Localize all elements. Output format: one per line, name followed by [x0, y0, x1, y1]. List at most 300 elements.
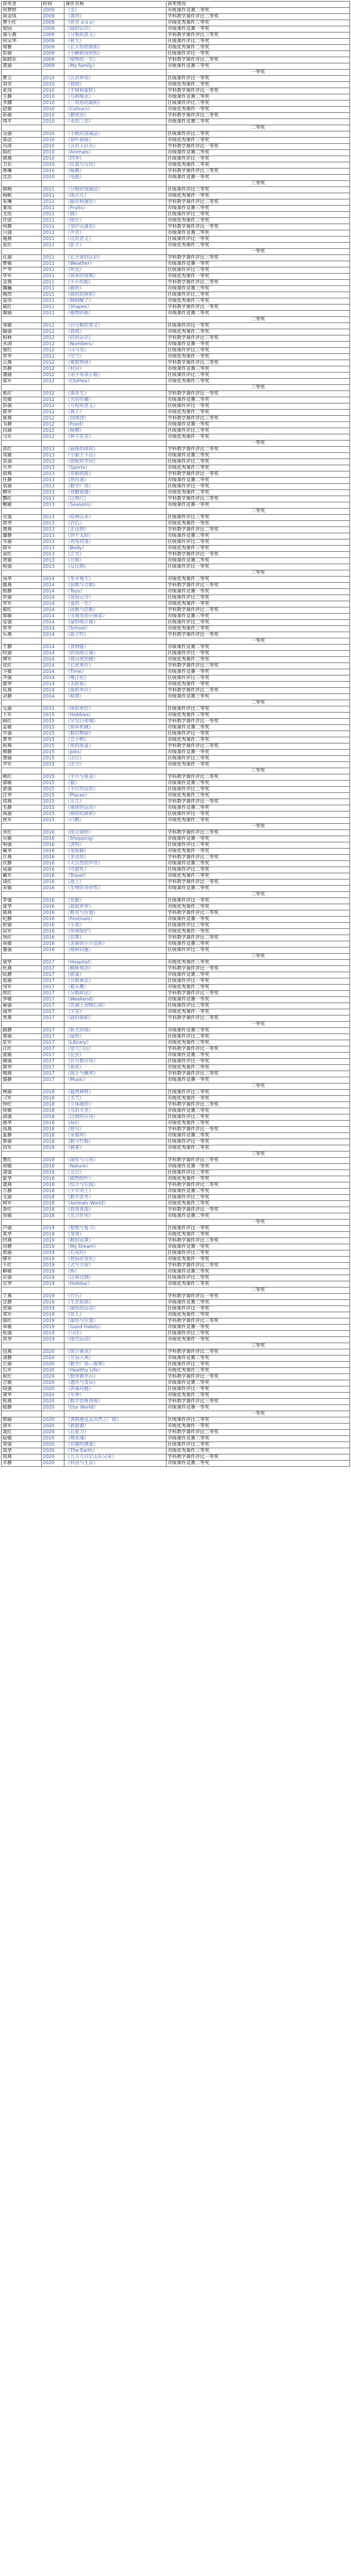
courseware-title-cell: 《落花生》: [64, 391, 166, 397]
awardee-cell: 席红: [2, 991, 42, 997]
awardee-cell: 雷红: [2, 552, 42, 558]
awardee-cell: 岑丽: [2, 539, 42, 546]
courseware-title-cell: 《生态系统》: [64, 1300, 166, 1306]
table-note-row: [2, 824, 350, 830]
year-cell: 2016: [42, 917, 64, 923]
courseware-title-cell: 《Travel》: [64, 873, 166, 879]
year-cell: 2013: [42, 496, 64, 502]
awardee-cell: 胡金凤: [2, 14, 42, 20]
year-cell: 2012: [42, 348, 64, 354]
table-row: [2, 898, 350, 904]
table-row: [2, 100, 350, 107]
courseware-title-cell: 《能量》: [64, 972, 166, 978]
courseware-title-cell: 《咏鹅》: [64, 168, 166, 175]
table-row: [2, 1040, 350, 1046]
award-cell: 市级课件竞赛三等奖: [166, 1189, 350, 1195]
award-cell: 市级优秀课件三等奖: [166, 1368, 350, 1374]
awardee-cell: 昝红: [2, 1207, 42, 1213]
award-cell: 市级课件竞赛三等奖: [166, 1028, 350, 1034]
award-level-note: 二等奖: [166, 509, 350, 515]
table-row: [2, 416, 350, 422]
year-cell: 2020: [42, 1380, 64, 1386]
courseware-title-cell: 《拼音 ɑ o e》: [64, 20, 166, 26]
courseware-title-cell: 《热传递》: [64, 478, 166, 484]
awardee-cell: 陈红: [2, 150, 42, 156]
awardee-cell: 狄军: [2, 818, 42, 824]
award-cell: 市级课件竞赛三等奖: [166, 1355, 350, 1362]
awardee-cell: 骆小燕: [2, 32, 42, 39]
awardee-cell: 祝敏: [2, 941, 42, 947]
table-row: [2, 45, 350, 51]
year-cell: 2013: [42, 539, 64, 546]
courseware-title-cell: 《燕子》: [64, 410, 166, 416]
note-spacer: [64, 1083, 166, 1090]
award-cell: 学科教学课件评比一等奖: [166, 144, 350, 150]
year-cell: 2018: [42, 1090, 64, 1096]
award-cell: 市级优秀课件三等奖: [166, 1121, 350, 1127]
table-row: [2, 873, 350, 879]
table-row: [2, 1096, 350, 1102]
note-spacer: [42, 509, 64, 515]
year-cell: 2013: [42, 521, 64, 527]
awardee-cell: 时丽: [2, 651, 42, 657]
awardee-cell: 庞华: [2, 904, 42, 910]
award-cell: 学科教学课件评比二等奖: [166, 447, 350, 453]
awardee-cell: 虞燕: [2, 1182, 42, 1189]
year-cell: 2020: [42, 1442, 64, 1448]
table-row: [2, 960, 350, 966]
awardee-cell: 闵军: [2, 985, 42, 991]
note-spacer: [64, 249, 166, 255]
year-cell: 2014: [42, 607, 64, 614]
table-row: [2, 552, 350, 558]
table-row: [2, 51, 350, 57]
award-cell: 市级优秀课件二等奖: [166, 490, 350, 496]
table-row: [2, 1257, 350, 1263]
note-spacer: [64, 125, 166, 131]
award-level-note: 二等奖: [166, 700, 350, 706]
courseware-title-cell: 《Clothes》: [64, 379, 166, 385]
awardee-cell: 彭丽: [2, 51, 42, 57]
table-row: [2, 799, 350, 805]
award-cell: 学科教学课件评比三等奖: [166, 583, 350, 589]
year-cell: 2017: [42, 991, 64, 997]
awardee-cell: 江红: [2, 1046, 42, 1053]
courseware-title-cell: 《早发白帝城》: [64, 719, 166, 725]
award-level-note: 二等奖: [166, 317, 350, 323]
note-spacer: [42, 385, 64, 391]
award-cell: 市级优秀课件三等奖: [166, 1281, 350, 1287]
table-row: [2, 663, 350, 669]
year-cell: 2011: [42, 224, 64, 230]
awardee-cell: 黄丽: [2, 63, 42, 70]
table-row: [2, 478, 350, 484]
award-cell: 学科教学课件评比二等奖: [166, 113, 350, 119]
year-cell: 2013: [42, 484, 64, 490]
awardee-cell: 章华: [2, 354, 42, 360]
award-cell: 市级优秀课件一等奖: [166, 354, 350, 360]
note-spacer: [64, 570, 166, 577]
table-row: [2, 731, 350, 737]
award-cell: 市级课件竞赛一等奖: [166, 1405, 350, 1411]
table-row: [2, 360, 350, 366]
award-level-note: 三等奖: [166, 181, 350, 187]
year-cell: 2020: [42, 1454, 64, 1461]
table-row: [2, 496, 350, 502]
awardee-cell: 毛静: [2, 805, 42, 811]
awardee-cell: 龚华: [2, 1393, 42, 1399]
awardee-cell: 程燕: [2, 1399, 42, 1405]
awardee-cell: 霍华: [2, 1176, 42, 1182]
table-row: [2, 651, 350, 657]
year-cell: 2018: [42, 1207, 64, 1213]
note-spacer: [42, 954, 64, 960]
award-cell: 学科教学课件评比一等奖: [166, 304, 350, 311]
table-row: [2, 682, 350, 688]
awardee-cell: 支丽: [2, 1195, 42, 1201]
year-cell: 2012: [42, 372, 64, 379]
award-cell: 市级课件竞赛二等奖: [166, 1380, 350, 1386]
year-cell: 2011: [42, 298, 64, 304]
table-row: [2, 212, 350, 218]
courseware-title-cell: 《生物的多样性》: [64, 886, 166, 892]
year-cell: 2012: [42, 323, 64, 329]
table-row: [2, 372, 350, 379]
year-cell: 2014: [42, 682, 64, 688]
courseware-title-cell: 《反比例》: [64, 564, 166, 570]
year-cell: 2015: [42, 731, 64, 737]
note-spacer: [42, 181, 64, 187]
courseware-title-cell: 《比例尺》: [64, 496, 166, 502]
courseware-title-cell: 《搭配的学问》: [64, 459, 166, 465]
note-spacer: [64, 509, 166, 515]
award-cell: 学科教学课件评比一等奖: [166, 1374, 350, 1380]
year-cell: 2018: [42, 1139, 64, 1145]
year-cell: 2016: [42, 842, 64, 849]
awardee-cell: 彭强: [2, 403, 42, 410]
awardee-cell: 贺敏: [2, 558, 42, 564]
table-row: [2, 236, 350, 243]
year-cell: 2009: [42, 63, 64, 70]
courseware-title-cell: 《Nature》: [64, 1164, 166, 1170]
table-row: [2, 645, 350, 651]
note-spacer: [64, 1151, 166, 1158]
award-cell: 区级课件评比一等奖: [166, 731, 350, 737]
courseware-title-cell: 《Art》: [64, 1121, 166, 1127]
table-row: [2, 1170, 350, 1176]
award-cell: 市级优秀课件一等奖: [166, 434, 350, 440]
table-row: [2, 1226, 350, 1232]
note-spacer: [42, 1083, 64, 1090]
year-cell: 2011: [42, 304, 64, 311]
courseware-title-cell: 《分数的意义》: [64, 32, 166, 39]
award-cell: 市级优秀课件一等奖: [166, 107, 350, 113]
table-row: [2, 1189, 350, 1195]
year-cell: 2014: [42, 657, 64, 663]
award-cell: 学科教学课件评比三等奖: [166, 830, 350, 836]
table-row: [2, 1053, 350, 1059]
award-cell: 市级课件竞赛三等奖: [166, 941, 350, 947]
table-row: [2, 1386, 350, 1393]
courseware-title-cell: 《石灰吟》: [64, 1250, 166, 1257]
year-cell: 2014: [42, 632, 64, 638]
note-spacer: [64, 1411, 166, 1417]
note-spacer: [64, 892, 166, 898]
year-cell: 2018: [42, 1182, 64, 1189]
note-spacer: [2, 1151, 42, 1158]
table-note-row: [2, 125, 350, 131]
table-note-row: [2, 700, 350, 706]
table-row: [2, 1263, 350, 1269]
courseware-title-cell: 《平行四边形》: [64, 787, 166, 793]
note-spacer: [2, 954, 42, 960]
table-row: [2, 991, 350, 997]
awardee-cell: 鲁燕: [2, 416, 42, 422]
award-cell: 市级课件竞赛二等奖: [166, 1053, 350, 1059]
table-row: [2, 267, 350, 274]
table-row: [2, 14, 350, 20]
awardee-cell: 平强: [2, 731, 42, 737]
courseware-title-cell: 《圆柱的体积》: [64, 292, 166, 298]
courseware-title-cell: 《长方形的面积》: [64, 45, 166, 51]
table-row: [2, 323, 350, 329]
courseware-title-cell: 《九月九日忆山东兄弟》: [64, 1454, 166, 1461]
award-cell: 市级优秀课件三等奖: [166, 138, 350, 144]
award-cell: 区级课件评比二等奖: [166, 620, 350, 626]
table-row: [2, 787, 350, 793]
table-row: [2, 1399, 350, 1405]
table-row: [2, 583, 350, 589]
table-row: [2, 620, 350, 626]
year-cell: 2014: [42, 626, 64, 632]
table-row: [2, 397, 350, 403]
table-row: [2, 1244, 350, 1250]
table-row: [2, 32, 350, 39]
awardee-cell: 顾红: [2, 719, 42, 725]
award-cell: 市级课件竞赛一等奖: [166, 750, 350, 756]
award-cell: 市级优秀课件二等奖: [166, 577, 350, 583]
courseware-title-cell: 《Numbers》: [64, 342, 166, 348]
awardee-cell: 郝红: [2, 607, 42, 614]
year-cell: 2015: [42, 719, 64, 725]
award-cell: 区级课件评比二等奖: [166, 372, 350, 379]
award-cell: 市级课件竞赛二等奖: [166, 311, 350, 317]
note-spacer: [2, 638, 42, 645]
awardee-cell: 卫东: [2, 162, 42, 168]
year-cell: 2013: [42, 453, 64, 459]
courseware-title-cell: 《水循环》: [64, 1133, 166, 1139]
award-cell: 市级课件竞赛一等奖: [166, 589, 350, 595]
award-cell: 学科教学课件评比二等奖: [166, 14, 350, 20]
awardee-cell: 翁华: [2, 1448, 42, 1454]
table-row: [2, 1355, 350, 1362]
award-cell: 市级优秀课件一等奖: [166, 1423, 350, 1430]
year-cell: 2015: [42, 743, 64, 750]
note-spacer: [64, 1287, 166, 1294]
year-cell: 2011: [42, 274, 64, 280]
awardee-cell: 蔡丽: [2, 1139, 42, 1145]
table-row: [2, 743, 350, 750]
courseware-title-cell: 《元日》: [64, 1170, 166, 1176]
courseware-title-cell: 《立体图形》: [64, 1102, 166, 1108]
year-cell: 2012: [42, 354, 64, 360]
awardee-cell: 戚红: [2, 304, 42, 311]
award-cell: 区级课件评比二等奖: [166, 1362, 350, 1368]
year-cell: 2013: [42, 515, 64, 521]
courseware-title-cell: 《电和磁》: [64, 849, 166, 855]
year-cell: 2018: [42, 1114, 64, 1121]
note-spacer: [2, 509, 42, 515]
year-cell: 2011: [42, 255, 64, 261]
award-cell: 区级课件评比二等奖: [166, 1114, 350, 1121]
awardee-cell: 阮静: [2, 972, 42, 978]
awardee-cell: 麻强: [2, 1003, 42, 1009]
table-row: [2, 1059, 350, 1065]
courseware-title-cell: 《School》: [64, 626, 166, 632]
courseware-title-cell: 《圆锥的体积》: [64, 447, 166, 453]
award-cell: 市级优秀课件一等奖: [166, 1009, 350, 1015]
award-cell: 市级优秀课件三等奖: [166, 1448, 350, 1454]
table-row: [2, 1009, 350, 1015]
awardee-cell: 杨帆: [2, 193, 42, 199]
awardee-cell: 宗华: [2, 1281, 42, 1287]
table-row: [2, 484, 350, 490]
year-cell: 2014: [42, 589, 64, 595]
courseware-title-cell: 《有趣的测量》: [64, 1442, 166, 1448]
table-row: [2, 218, 350, 224]
courseware-title-cell: 《综合与实践》: [64, 1182, 166, 1189]
awardee-cell: 熊燕: [2, 910, 42, 917]
award-cell: 区级课件评比三等奖: [166, 348, 350, 354]
awards-table-body: [2, 8, 350, 1467]
awardee-cell: 裴红: [2, 1430, 42, 1436]
award-level-note: 三等奖: [166, 1151, 350, 1158]
year-cell: 2011: [42, 311, 64, 317]
table-note-row: [2, 440, 350, 447]
awardee-cell: 万静: [2, 1189, 42, 1195]
courseware-title-cell: 《数学思维训练》: [64, 1399, 166, 1405]
award-cell: 市级优秀课件三等奖: [166, 873, 350, 879]
courseware-title-cell: 《地壳运动》: [64, 1337, 166, 1343]
note-spacer: [42, 1343, 64, 1349]
awardee-cell: 臧华: [2, 849, 42, 855]
year-cell: 2019: [42, 1238, 64, 1244]
courseware-title-cell: 《影子》: [64, 243, 166, 249]
awardee-cell: 应强: [2, 1275, 42, 1281]
award-cell: 学科教学课件评比一等奖: [166, 552, 350, 558]
courseware-title-cell: 《认识人民币》: [64, 144, 166, 150]
courseware-title-cell: 《柳树醒了》: [64, 298, 166, 304]
table-row: [2, 459, 350, 465]
award-cell: 学科教学课件评比一等奖: [166, 719, 350, 725]
year-cell: 2018: [42, 1170, 64, 1176]
table-row: [2, 447, 350, 453]
courseware-title-cell: 《鸟的天堂》: [64, 1108, 166, 1114]
award-cell: 学科教学课件评比二等奖: [166, 1263, 350, 1269]
note-spacer: [2, 700, 42, 706]
courseware-title-cell: 《清明》: [64, 842, 166, 849]
courseware-title-cell: 《题西林壁》: [64, 1090, 166, 1096]
table-header-row: [2, 2, 350, 8]
award-cell: 区级课件评比一等奖: [166, 1306, 350, 1312]
award-cell: 学科教学课件评比三等奖: [166, 416, 350, 422]
award-cell: 市级优秀课件二等奖: [166, 1065, 350, 1071]
award-cell: 市级优秀课件二等奖: [166, 985, 350, 991]
award-cell: 学科教学课件评比三等奖: [166, 335, 350, 342]
award-cell: 学科教学课件评比三等奖: [166, 743, 350, 750]
courseware-title-cell: 《宇宙》: [64, 1009, 166, 1015]
year-cell: 2012: [42, 434, 64, 440]
award-cell: 学科教学课件评比二等奖: [166, 527, 350, 533]
year-cell: 2015: [42, 793, 64, 799]
year-cell: 2012: [42, 360, 64, 366]
award-cell: 市级优秀课件二等奖: [166, 737, 350, 743]
year-cell: 2013: [42, 546, 64, 552]
award-cell: 市级课件竞赛三等奖: [166, 1108, 350, 1114]
table-row: [2, 577, 350, 583]
award-cell: 区级课件评比一等奖: [166, 484, 350, 490]
table-note-row: [2, 1151, 350, 1158]
table-row: [2, 558, 350, 564]
awardee-cell: 赵敏: [2, 107, 42, 113]
year-cell: 2020: [42, 1417, 64, 1423]
courseware-title-cell: 《海底世界》: [64, 904, 166, 910]
awardee-cell: 高燕: [2, 1127, 42, 1133]
awardee-cell: 余静: [2, 694, 42, 700]
awardee-cell: 荣强: [2, 1442, 42, 1448]
courseware-title-cell: 《Animals》: [64, 150, 166, 156]
award-cell: 市级课件竞赛二等奖: [166, 645, 350, 651]
year-cell: 2016: [42, 886, 64, 892]
courseware-title-cell: 《观察物体》: [64, 360, 166, 366]
courseware-title-cell: 《雪》: [64, 8, 166, 14]
note-spacer: [64, 70, 166, 76]
year-cell: 2020: [42, 1436, 64, 1442]
year-cell: 2009: [42, 32, 64, 39]
year-cell: 2011: [42, 243, 64, 249]
year-cell: 2010: [42, 144, 64, 150]
courseware-title-cell: 《爬山虎的脚》: [64, 657, 166, 663]
awardee-cell: 计燕: [2, 855, 42, 861]
courseware-title-cell: 《数学广角—推理》: [64, 1362, 166, 1368]
note-spacer: [2, 181, 42, 187]
awardee-cell: 梁华: [2, 960, 42, 966]
courseware-title-cell: 《数与代数》: [64, 1139, 166, 1145]
courseware-title-cell: 《夜宿山寺》: [64, 595, 166, 601]
year-cell: 2009: [42, 39, 64, 45]
courseware-title-cell: 《圆的认识》: [64, 26, 166, 32]
award-cell: 市级课件竞赛一等奖: [166, 1325, 350, 1331]
year-cell: 2009: [42, 45, 64, 51]
note-spacer: [42, 125, 64, 131]
table-row: [2, 910, 350, 917]
year-cell: 2011: [42, 236, 64, 243]
awardee-cell: 穆静: [2, 750, 42, 756]
award-cell: 学科教学课件评比二等奖: [166, 1102, 350, 1108]
awardee-cell: 陶然: [2, 292, 42, 298]
award-cell: 区级课件评比一等奖: [166, 51, 350, 57]
courseware-title-cell: 《地球的运动》: [64, 805, 166, 811]
table-row: [2, 8, 350, 14]
year-cell: 2015: [42, 799, 64, 805]
year-cell: 2019: [42, 1281, 64, 1287]
courseware-title-cell: 《Hospital》: [64, 960, 166, 966]
table-row: [2, 1461, 350, 1467]
year-cell: 2009: [42, 51, 64, 57]
courseware-title-cell: 《扇形》: [64, 1034, 166, 1040]
award-cell: 市级优秀课件三等奖: [166, 1201, 350, 1207]
awardee-cell: 云燕: [2, 360, 42, 366]
